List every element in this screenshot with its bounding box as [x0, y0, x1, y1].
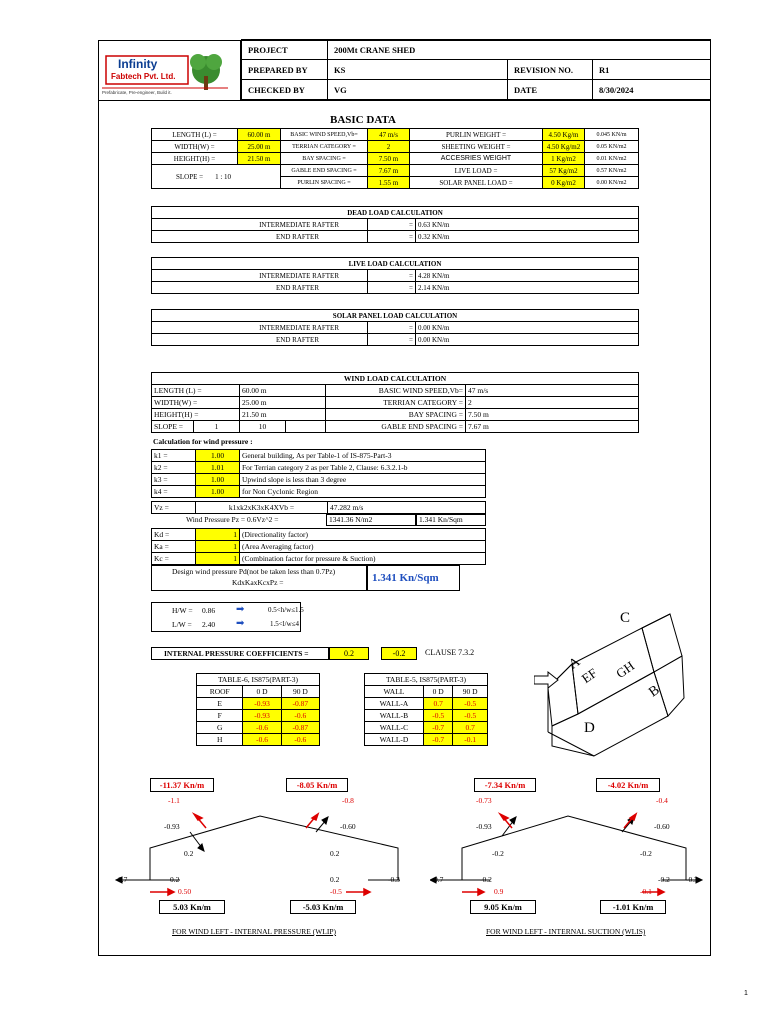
slope-cell	[152, 165, 281, 189]
purlin-weight-value: 4.50 Kg/m	[543, 129, 585, 141]
table5-header: 0 D	[423, 686, 452, 698]
wlis-ext-left: 0.7	[434, 875, 444, 884]
pz-value-kn: 1.341 Kn/Sqm	[416, 514, 486, 526]
table6-header: 0 D	[243, 686, 281, 698]
wlip-roof-left: -0.93	[164, 822, 180, 831]
live-r1-eq: =	[368, 270, 416, 282]
k4-desc: for Non Cyclonic Region	[240, 486, 486, 498]
iso-label-a: A	[566, 654, 584, 673]
wlis-internal-left: -0.2	[492, 849, 504, 858]
dead-r1-value: 0.63 KN/m	[416, 219, 639, 231]
dead-r1-eq: =	[368, 219, 416, 231]
wind-bay-label: BAY SPACING =	[326, 409, 466, 421]
iso-label-ef: EF	[578, 665, 600, 687]
solar-r1-eq: =	[368, 322, 416, 334]
factors-table	[151, 528, 486, 565]
solar-load-title: SOLAR PANEL LOAD CALCULATION	[152, 310, 639, 322]
prepared-value: KS	[328, 60, 508, 80]
table5-cell: -0.7	[423, 722, 452, 734]
live-r2-value: 2.14 KN/m	[416, 282, 639, 294]
dead-load-title: DEAD LOAD CALCULATION	[152, 207, 639, 219]
wind-slope-b: 10	[240, 421, 286, 433]
table5-cell: 0.7	[453, 722, 488, 734]
header-table	[241, 39, 711, 100]
hw-arrow-icon: ➡	[236, 604, 245, 615]
dead-load-table	[151, 206, 639, 243]
width-value: 25.00 m	[238, 141, 281, 153]
solar-r2-eq: =	[368, 334, 416, 346]
wind-width-value: 25.00 m	[240, 397, 326, 409]
k2-label: k2 =	[152, 462, 196, 474]
hw-range: 0.5<h/w≤1.5	[268, 606, 304, 614]
table6-header: 90 D	[281, 686, 319, 698]
wind-height-value: 21.50 m	[240, 409, 326, 421]
table-row	[197, 734, 320, 746]
table5-cell: -0.7	[423, 734, 452, 746]
logo-tagline: Prefabricate, Pre-engineer, Build it.	[102, 90, 172, 95]
live-load-label: LIVE LOAD =	[410, 165, 543, 177]
table-6	[196, 673, 320, 746]
building-isometric-diagram	[534, 606, 710, 762]
slope-label: SLOPE =	[176, 172, 204, 181]
pd-label-2: KdxKaxKcxPz =	[232, 578, 284, 587]
k1-label: k1 =	[152, 450, 196, 462]
table6-cell: -0.87	[281, 698, 319, 710]
wlis-top-left: -7.34 Kn/m	[474, 778, 536, 792]
lw-value: 2.40	[202, 620, 216, 629]
wind-bay-value: 7.50 m	[466, 409, 639, 421]
table5-cell: WALL-C	[365, 722, 424, 734]
solar-r1-value: 0.00 KN/m	[416, 322, 639, 334]
live-r2-eq: =	[368, 282, 416, 294]
wlis-bot-left: 9.05 Kn/m	[470, 900, 536, 914]
wind-speed-value: 47 m/s	[466, 385, 639, 397]
vz-label: Vz =	[152, 502, 196, 514]
terrain-label: TERRIAN CATEGORY =	[281, 141, 368, 153]
live-load-table	[151, 257, 639, 294]
table6-cell: -0.6	[243, 722, 281, 734]
wind-terrain-label: TERRIAN CATEGORY =	[326, 397, 466, 409]
table-row	[197, 710, 320, 722]
k4-value: 1.00	[196, 486, 240, 498]
table5-cell: -0.5	[453, 710, 488, 722]
wlip-coef-right: -0.8	[342, 796, 354, 805]
wlis-internal-right: -0.2	[640, 849, 652, 858]
bay-label: BAY SPACING =	[281, 153, 368, 165]
solar-r1-label: INTERMEDIATE RAFTER	[152, 322, 368, 334]
ipc-label: INTERNAL PRESSURE COEFFICIENTS =	[151, 647, 329, 660]
k1-value: 1.00	[196, 450, 240, 462]
table6-cell: H	[197, 734, 243, 746]
pd-box	[151, 565, 367, 591]
calc-title: Calculation for wind pressure :	[153, 437, 253, 446]
solar-r2-value: 0.00 KN/m	[416, 334, 639, 346]
live-load-title: LIVE LOAD CALCULATION	[152, 258, 639, 270]
live-r1-label: INTERMEDIATE RAFTER	[152, 270, 368, 282]
kc-value: 1	[196, 553, 240, 565]
table6-cell: -0.87	[281, 722, 319, 734]
page-number: 1	[744, 990, 748, 997]
table5-cell: -0.5	[453, 698, 488, 710]
wlis-red-left: 0.9	[494, 887, 504, 896]
wlip-base-left: 0.2	[170, 875, 180, 884]
purlin-spacing-value: 1.55 m	[368, 177, 410, 189]
ka-label: Ka =	[152, 541, 196, 553]
live-load-value: 57 Kg/m2	[543, 165, 585, 177]
wlis-top-right: -4.02 Kn/m	[596, 778, 660, 792]
purlin-weight-label: PURLIN WEIGHT =	[410, 129, 543, 141]
kc-desc: (Combination factor for pressure & Suction)	[240, 553, 486, 565]
live-r1-value: 4.28 KN/m	[416, 270, 639, 282]
table-row	[365, 734, 488, 746]
pz-label: Wind Pressure Pz = 0.6Vz^2 =	[186, 515, 279, 524]
header	[98, 40, 711, 101]
gable-label: GABLE END SPACING =	[281, 165, 368, 177]
ratios-box	[151, 602, 304, 632]
wlip-caption: FOR WIND LEFT - INTERNAL PRESSURE (WLIP)	[172, 927, 337, 936]
table-5	[364, 673, 488, 746]
solar-kn: 0.00 KN/m2	[585, 177, 639, 189]
sheeting-kn: 0.05 KN/m2	[585, 141, 639, 153]
table6-header: ROOF	[197, 686, 243, 698]
wind-length-label: LENGTH (L) =	[152, 385, 240, 397]
vz-formula: k1xk2xK3xK4XVb =	[196, 502, 328, 514]
vz-table	[151, 501, 486, 514]
k3-desc: Upwind slope is less than 3 degree	[240, 474, 486, 486]
slope-value: 1 : 10	[215, 172, 232, 181]
wlip-top-right: -8.05 Kn/m	[286, 778, 348, 792]
k1-desc: General building, As per Table-1 of IS-875-Part-3	[240, 450, 486, 462]
iso-label-c: C	[620, 610, 631, 626]
wlis-coef-left: -0.73	[476, 796, 492, 805]
wind-slope-label: SLOPE =	[152, 421, 194, 433]
length-value: 60.00 m	[238, 129, 281, 141]
table-row	[197, 722, 320, 734]
wind-length-value: 60.00 m	[240, 385, 326, 397]
logo-sub: Fabtech Pvt. Ltd.	[111, 72, 176, 81]
table5-cell: -0.5	[423, 710, 452, 722]
iso-label-d: D	[584, 720, 595, 736]
gable-value: 7.67 m	[368, 165, 410, 177]
kd-value: 1	[196, 529, 240, 541]
table5-cell: WALL-A	[365, 698, 424, 710]
vz-value: 47.282 m/s	[328, 502, 486, 514]
table-row	[365, 698, 488, 710]
accessories-value: 1 Kg/m2	[543, 153, 585, 165]
table6-cell: -0.6	[243, 734, 281, 746]
kd-label: Kd =	[152, 529, 196, 541]
live-load-kn: 0.57 KN/m2	[585, 165, 639, 177]
wind-slope-a: 1	[194, 421, 240, 433]
table5-cell: -0.1	[453, 734, 488, 746]
lw-label: L/W =	[172, 620, 192, 629]
dead-r2-label: END RAFTER	[152, 231, 368, 243]
bay-value: 7.50 m	[368, 153, 410, 165]
kd-desc: (Directionality factor)	[240, 529, 486, 541]
wind-slope-empty	[286, 421, 326, 433]
wind-speed-value: 47 m/s	[368, 129, 410, 141]
wlis-roof-right: -0.60	[654, 822, 670, 831]
wlip-internal-right: 0.2	[330, 849, 340, 858]
solar-value: 0 Kg/m2	[543, 177, 585, 189]
wlip-ext-left: 0.7	[118, 875, 128, 884]
width-label: WIDTH(W) =	[152, 141, 238, 153]
checked-value: VG	[328, 80, 508, 100]
hw-value: 0.86	[202, 606, 216, 615]
pz-value: 1341.36 N/m2	[326, 514, 416, 526]
kc-label: Kc =	[152, 553, 196, 565]
table6-cell: -0.6	[281, 734, 319, 746]
date-value: 8/30/2024	[593, 80, 711, 100]
wind-load-table	[151, 372, 639, 433]
dead-r1-label: INTERMEDIATE RAFTER	[152, 219, 368, 231]
wlis-ext-right: -0.3	[686, 875, 698, 884]
wlip-roof-right: -0.60	[340, 822, 356, 831]
project-label: PROJECT	[242, 40, 328, 60]
wlip-bot-right: -5.03 Kn/m	[290, 900, 356, 914]
solar-load-table	[151, 309, 639, 346]
table-row	[365, 722, 488, 734]
revision-label: REVISION NO.	[508, 60, 593, 80]
terrain-value: 2	[368, 141, 410, 153]
wlis-red-right: -0.1	[640, 887, 652, 896]
wind-height-label: HEIGHT(H) =	[152, 409, 240, 421]
wlip-coef-left: -1.1	[168, 796, 180, 805]
height-label: HEIGHT(H) =	[152, 153, 238, 165]
k2-value: 1.01	[196, 462, 240, 474]
date-label: DATE	[508, 80, 593, 100]
accessories-label: ACCESRIES WEIGHT	[410, 153, 543, 165]
live-r2-label: END RAFTER	[152, 282, 368, 294]
dead-r2-value: 0.32 KN/m	[416, 231, 639, 243]
ipc-value-2: -0.2	[381, 647, 417, 660]
table-6-title: TABLE-6, IS875(PART-3)	[197, 674, 320, 686]
purlin-weight-kn: 0.045 KN/m	[585, 129, 639, 141]
prepared-label: PREPARED BY	[242, 60, 328, 80]
table6-cell: E	[197, 698, 243, 710]
wlip-internal-left: 0.2	[184, 849, 194, 858]
table6-cell: F	[197, 710, 243, 722]
wlis-coef-right: -0.4	[656, 796, 668, 805]
table6-cell: -0.93	[243, 710, 281, 722]
ipc-value-1: 0.2	[329, 647, 369, 660]
checked-label: CHECKED BY	[242, 80, 328, 100]
solar-r2-label: END RAFTER	[152, 334, 368, 346]
table5-cell: WALL-B	[365, 710, 424, 722]
wlip-red-right: -0.5	[330, 887, 342, 896]
project-value: 200Mt CRANE SHED	[328, 40, 711, 60]
basic-data-title: BASIC DATA	[330, 114, 396, 126]
revision-value: R1	[593, 60, 711, 80]
lw-arrow-icon: ➡	[236, 618, 245, 629]
table-row	[197, 698, 320, 710]
iso-label-b: B	[646, 682, 663, 701]
table-5-title: TABLE-5, IS875(PART-3)	[365, 674, 488, 686]
lw-range: 1.5<l/w≤4	[270, 620, 299, 628]
wind-gable-value: 7.67 m	[466, 421, 639, 433]
table6-cell: -0.6	[281, 710, 319, 722]
sheeting-value: 4.50 Kg/m2	[543, 141, 585, 153]
wlip-top-left: -11.37 Kn/m	[150, 778, 214, 792]
wlis-base-left: -0.2	[480, 875, 492, 884]
wlis-base-right: -0.2	[658, 875, 670, 884]
wind-speed-label: BASIC WIND SPEED,Vb=	[281, 129, 368, 141]
height-value: 21.50 m	[238, 153, 281, 165]
k-factors-table	[151, 449, 486, 498]
table5-header: WALL	[365, 686, 424, 698]
k3-value: 1.00	[196, 474, 240, 486]
wind-speed-label: BASIC WIND SPEED,Vb=	[326, 385, 466, 397]
accessories-kn: 0.01 KN/m2	[585, 153, 639, 165]
ipc-clause: CLAUSE 7.3.2	[425, 648, 475, 657]
wlis-caption: FOR WIND LEFT - INTERNAL SUCTION (WLIS)	[486, 927, 646, 936]
wlis-bot-right: -1.01 Kn/m	[600, 900, 666, 914]
wind-load-title: WIND LOAD CALCULATION	[152, 373, 639, 385]
dead-r2-eq: =	[368, 231, 416, 243]
table5-cell: 0.7	[423, 698, 452, 710]
wind-arrow-icon	[534, 672, 558, 688]
k4-label: k4 =	[152, 486, 196, 498]
iso-label-gh: GH	[613, 658, 638, 682]
table5-cell: WALL-D	[365, 734, 424, 746]
basic-data-table	[151, 128, 639, 189]
table5-header: 90 D	[453, 686, 488, 698]
solar-label: SOLAR PANEL LOAD =	[410, 177, 543, 189]
wlip-base-right: 0.2	[330, 875, 340, 884]
wlip-diagram	[110, 780, 400, 910]
sheeting-label: SHEETING WEIGHT =	[410, 141, 543, 153]
wlis-roof-left: -0.93	[476, 822, 492, 831]
ka-desc: (Area Averaging factor)	[240, 541, 486, 553]
wlip-red-left: 0.50	[178, 887, 192, 896]
k3-label: k3 =	[152, 474, 196, 486]
wind-terrain-value: 2	[466, 397, 639, 409]
table-row	[365, 710, 488, 722]
table6-cell: -0.93	[243, 698, 281, 710]
wind-gable-label: GABLE END SPACING =	[326, 421, 466, 433]
hw-label: H/W =	[172, 606, 193, 615]
pd-value: 1.341 Kn/Sqm	[367, 565, 460, 591]
wlip-bot-left: 5.03 Kn/m	[159, 900, 225, 914]
logo-name: Infinity	[118, 57, 158, 71]
length-label: LENGTH (L) =	[152, 129, 238, 141]
purlin-spacing-label: PURLIN SPACING =	[281, 177, 368, 189]
logo	[98, 40, 241, 101]
wind-width-label: WIDTH(W) =	[152, 397, 240, 409]
ka-value: 1	[196, 541, 240, 553]
table6-cell: G	[197, 722, 243, 734]
pd-label-1: Design wind pressure Pd(not be taken less than 0.7Pz)	[172, 567, 336, 576]
k2-desc: For Terrian category 2 as per Table 2, Clause: 6.3.2.1-b	[240, 462, 486, 474]
wlip-ext-right: -0.3	[388, 875, 400, 884]
